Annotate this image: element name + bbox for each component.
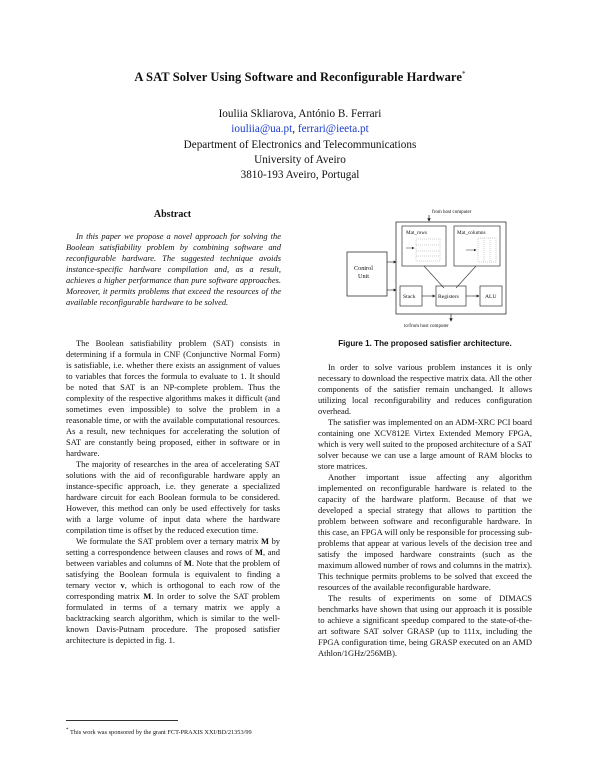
control-unit-label-line1: Control bbox=[354, 265, 373, 272]
registers-label: Registers bbox=[438, 294, 459, 300]
mat-columns-grid bbox=[466, 238, 496, 262]
left-column-body bbox=[66, 338, 280, 646]
control-unit-label-line2: Unit bbox=[358, 273, 370, 280]
paragraph: The results of experiments on some of DIMACS benchmarks have shown that using our approach it is possible to achieve a significant speedup compared to the state-of-the-art software SAT solver GRASP (up to 111x, including the FPGA configuration time, being GRASP executed on an AMD Athlon/1GHz/256MB). bbox=[318, 593, 532, 658]
paper-title: A SAT Solver Using Software and Reconfigurable Hardware* bbox=[134, 70, 466, 85]
paragraph: We formulate the SAT problem over a ternary matrix M by setting a correspondence between clauses and rows of M, and between variables and columns of M. Note that the problem of satisfying the Boolean formula is equivalent to finding a ternary vector v, which is orthogonal to each row of the corresponding matrix M. In order to solve the SAT problem formulated in terms of a ternary matrix we apply a backtracking search algorithm, which is similar to the well-known Davis-Putnam procedure. The proposed satisfier architecture is depicted in fig. 1. bbox=[66, 536, 281, 645]
paragraph: In order to solve various problem instances it is only necessary to download the respective matrix data. All the other components of the satisfier remain unchanged. It allows utilizing local reconfigurability and reduces configuration overhead. bbox=[318, 362, 532, 416]
author-emails: iouliia@ua.pt, ferrari@ieeta.pt bbox=[231, 123, 369, 136]
to-from-host-label: to/from host computer bbox=[404, 324, 449, 329]
paragraph: The satisfier was implemented on an ADM-XRC PCI board containing one XCV812E Virtex Extended Memory FPGA, which is very well suited to the proposed architecture of a SAT solver because we can use a large amount of RAM blocks to store matrices. bbox=[318, 417, 532, 471]
alu-label: ALU bbox=[485, 294, 497, 300]
mat-rows-grid bbox=[406, 239, 440, 261]
affiliation-university: University of Aveiro bbox=[254, 153, 346, 166]
email-link-ferrari[interactable]: ferrari@ieeta.pt bbox=[297, 123, 369, 136]
link-columns-registers bbox=[456, 266, 476, 288]
paragraph: The majority of researches in the area of accelerating SAT solutions with the aid of reconfigurable hardware apply an instance-specific approach, i.e. they generate a specialized hardware circuit for each Boolean formula to be considered. However, this method can only be used effectively for tasks with a large volume of input data where the hardware compilation time is offset by the reduced execution time. bbox=[66, 459, 280, 535]
abstract-text bbox=[66, 231, 281, 308]
architecture-diagram bbox=[344, 206, 524, 330]
footnote-rule bbox=[66, 720, 178, 721]
affiliation-department: Department of Electronics and Telecommunications bbox=[183, 138, 417, 151]
footnote: * This work was sponsored by the grant FCT-PRAXIS XXI/BD/21353/99 bbox=[66, 728, 252, 737]
email-link-skliarova[interactable]: iouliia@ua.pt bbox=[231, 123, 293, 136]
author-names: Iouliia Skliarova, António B. Ferrari bbox=[218, 108, 382, 120]
abstract-paragraph: In this paper we propose a novel approach for solving the Boolean satisfiability problem by combining software and reconfigurable hardware. The suggested technique avoids instance-specific hardware compilation and, as a result, achieves a higher performance than pure software approaches. Moreover, it permits problems that exceed the resources of the available reconfigurable hardware to be solved. bbox=[66, 231, 281, 307]
link-rows-registers bbox=[424, 266, 444, 288]
title-footnote-mark: * bbox=[462, 70, 466, 78]
architecture-figure bbox=[344, 206, 524, 330]
paragraph: Another important issue affecting any algorithm implemented on reconfigurable hardware is related to the capacity of the hardware platform. Because of that we developed a special strategy that allows to partition the problem between software and reconfigurable hardware. In this case, an FPGA will only be responsible for processing sub-problems that appear at various levels of the decision tree and satisfy the imposed hardware constraints (such as the maximum allowed number of rows and columns in the matrix). This technique permits problems to be solved that exceed the resources of the available reconfigurable hardware. bbox=[318, 472, 532, 592]
affiliation-address: 3810-193 Aveiro, Portugal bbox=[240, 169, 360, 182]
mat-columns-label: Mat_columns bbox=[457, 230, 486, 236]
author-block bbox=[0, 107, 600, 183]
abstract-heading: Abstract bbox=[153, 209, 192, 220]
from-host-label: from host computer bbox=[432, 210, 472, 215]
right-column-body bbox=[318, 362, 532, 659]
mat-rows-label: Mat_rows bbox=[406, 230, 428, 236]
paragraph: The Boolean satisfiability problem (SAT) consists in determining if a formula in CNF (Conjunctive Normal Form) is satisfiable, i.e. whether there exists an assignment of values to variables that forces the formula to evaluate to 1. It should be noted that SAT is an NP-complete problem. Thus the complexity of the respective algorithms makes it difficult (and sometimes even impossible) to solve the problem in a reasonable time, or with the available computational resources. As a result, new techniques for accelerating the solution of SAT are constantly being proposed, either in software or in hardware. bbox=[66, 338, 280, 458]
stack-label: Stack bbox=[403, 294, 416, 300]
figure-caption: Figure 1. The proposed satisfier architecture. bbox=[338, 339, 512, 348]
